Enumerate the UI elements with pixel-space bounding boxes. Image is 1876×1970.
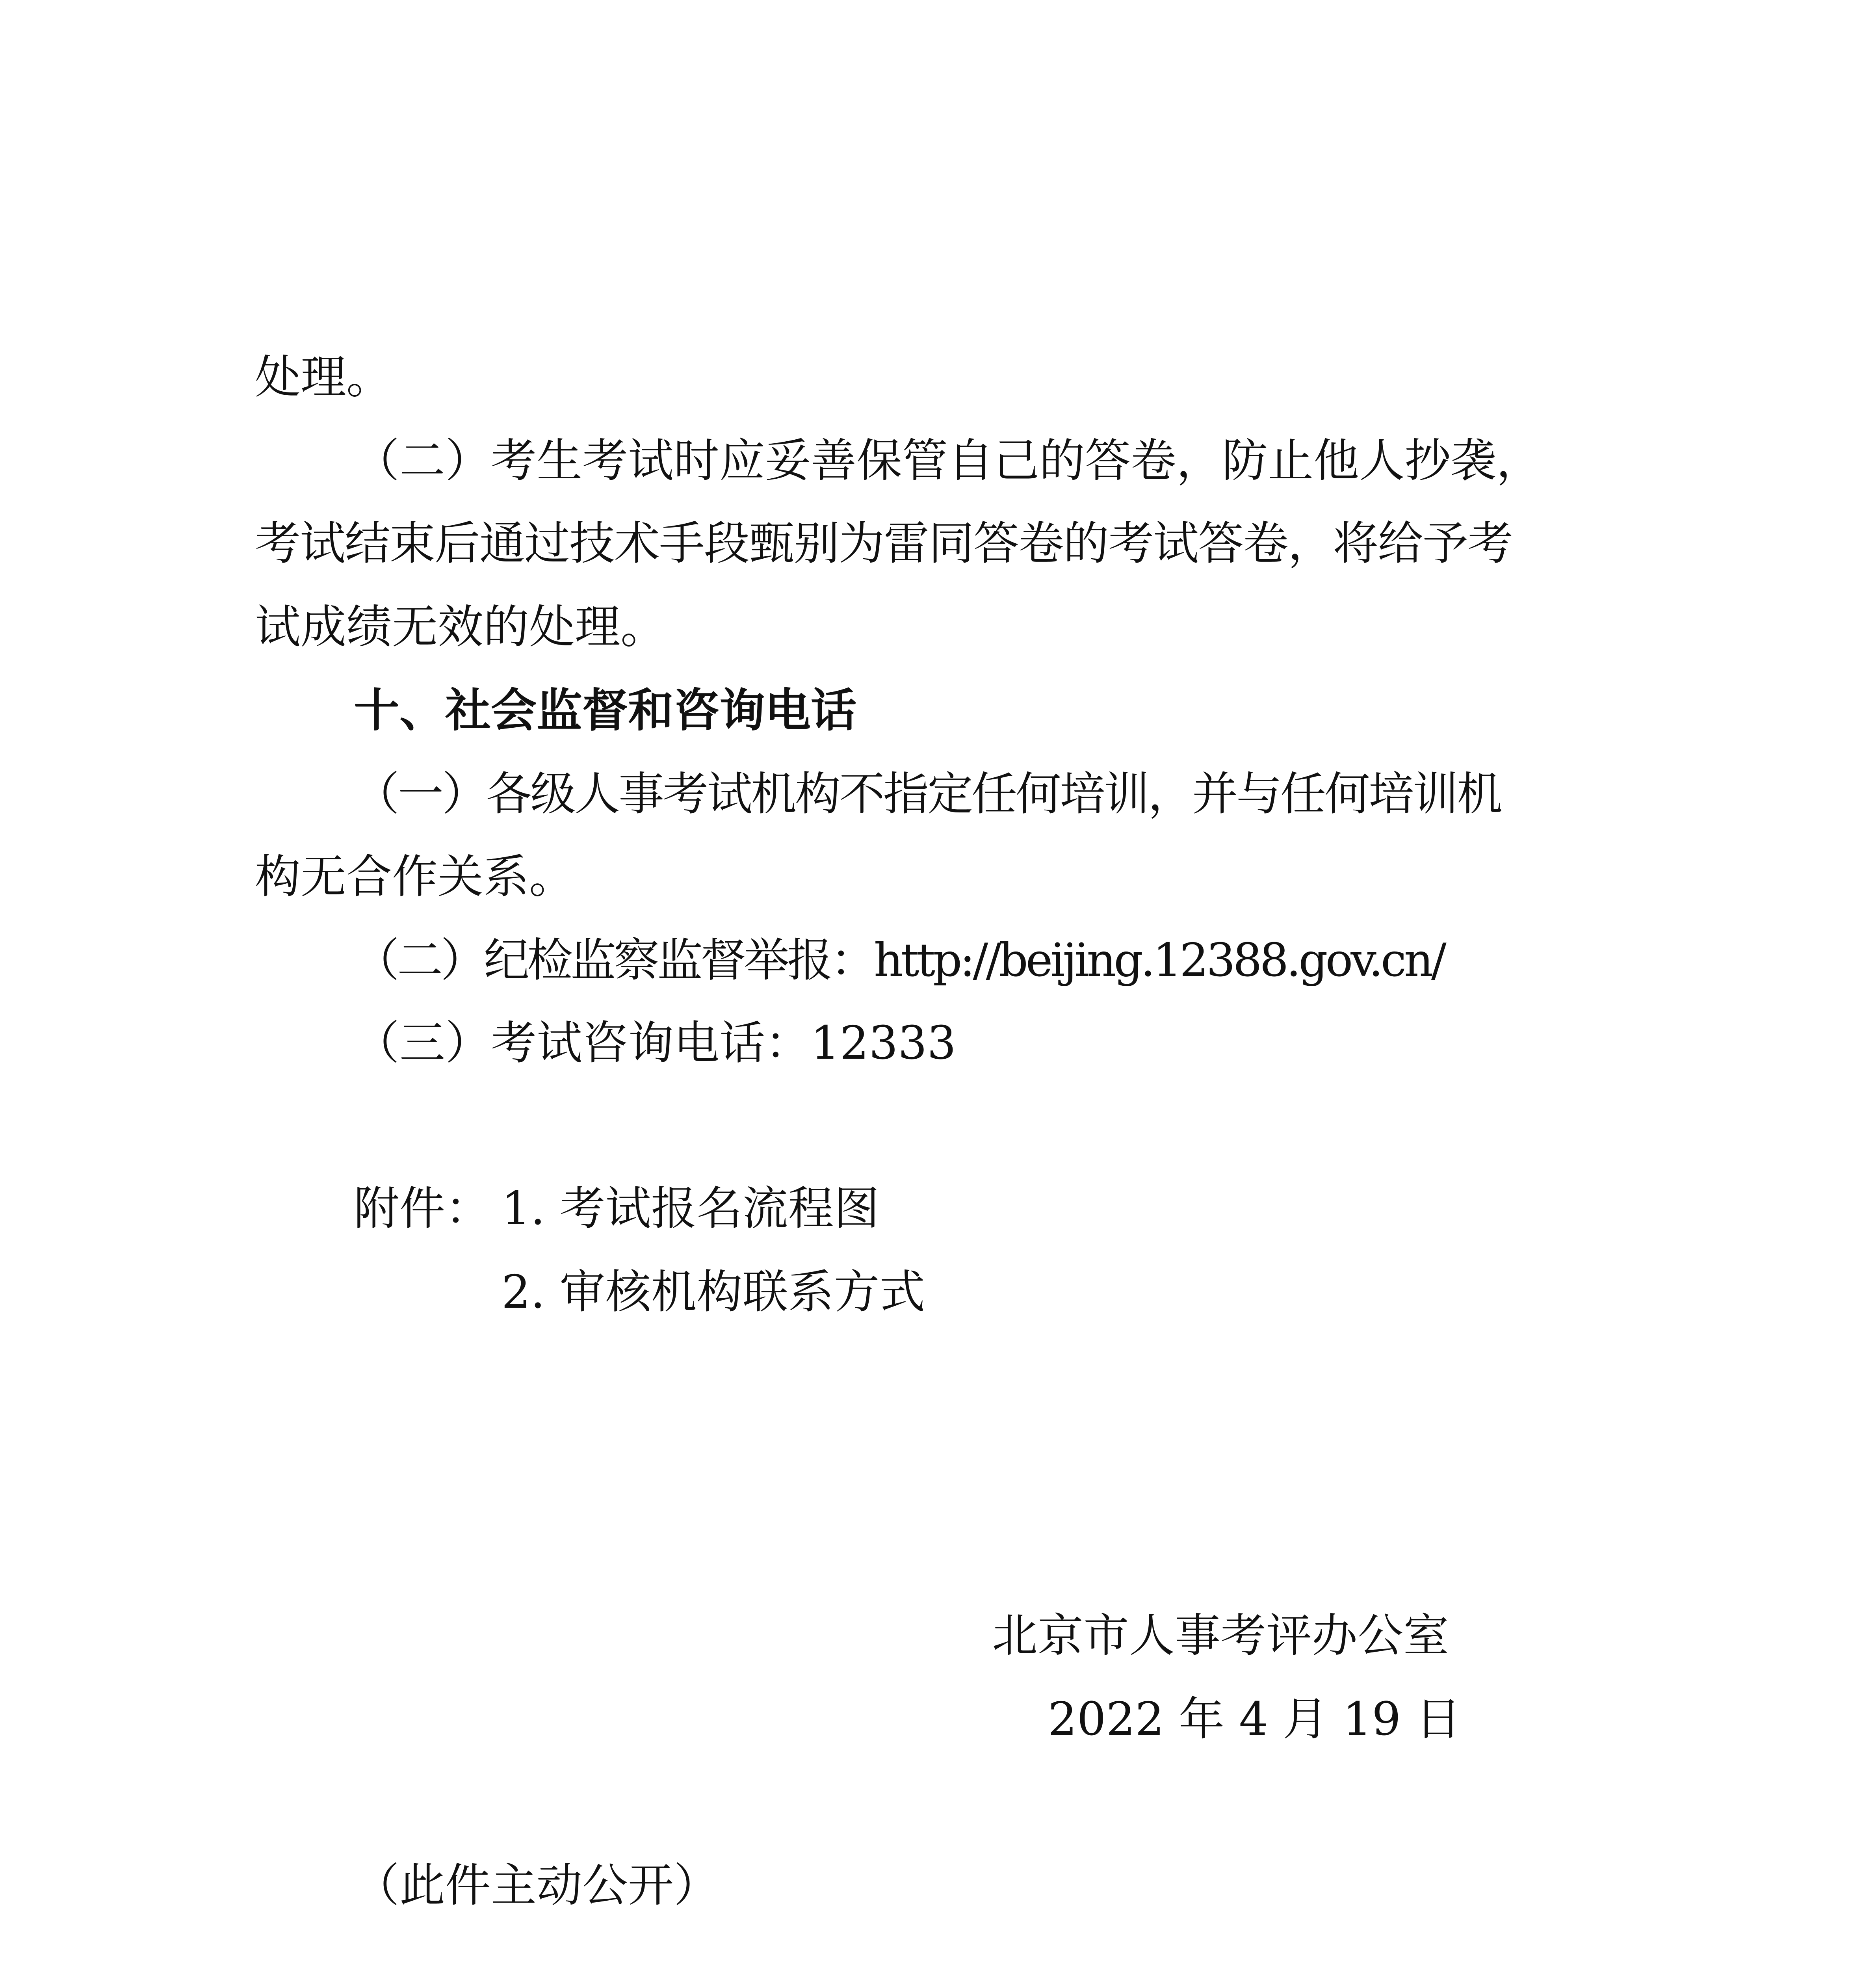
body-paragraph-line: （三）考试咨询电话：12333 — [354, 1017, 957, 1070]
body-paragraph-line: （二）考生考试时应妥善保管自己的答卷，防止他人抄袭， — [354, 434, 1542, 487]
disclosure-note: （此件主动公开） — [354, 1859, 719, 1912]
signature-date: 2022 年 4 月 19 日 — [1048, 1693, 1461, 1746]
body-paragraph-line: （二）纪检监察监督举报：http://beijing.12388.gov.cn/ — [354, 934, 1444, 987]
section-heading: 十、社会监督和咨询电话 — [354, 684, 856, 737]
signature-organization: 北京市人事考评办公室 — [992, 1609, 1449, 1662]
attachments-label: 附件： — [354, 1182, 491, 1235]
body-paragraph-line: （一）各级人事考试机构不指定任何培训，并与任何培训机 — [354, 768, 1501, 821]
body-paragraph-line: 考试结束后通过技术手段甄别为雷同答卷的考试答卷，将给予考 — [255, 517, 1512, 570]
attachment-item: 1. 考试报名流程图 — [502, 1182, 880, 1235]
body-line: 处理。 — [255, 351, 392, 404]
attachment-item: 2. 审核机构联系方式 — [502, 1266, 925, 1319]
body-paragraph-line: 试成绩无效的处理。 — [255, 600, 666, 654]
body-paragraph-line: 构无合作关系。 — [255, 850, 575, 903]
